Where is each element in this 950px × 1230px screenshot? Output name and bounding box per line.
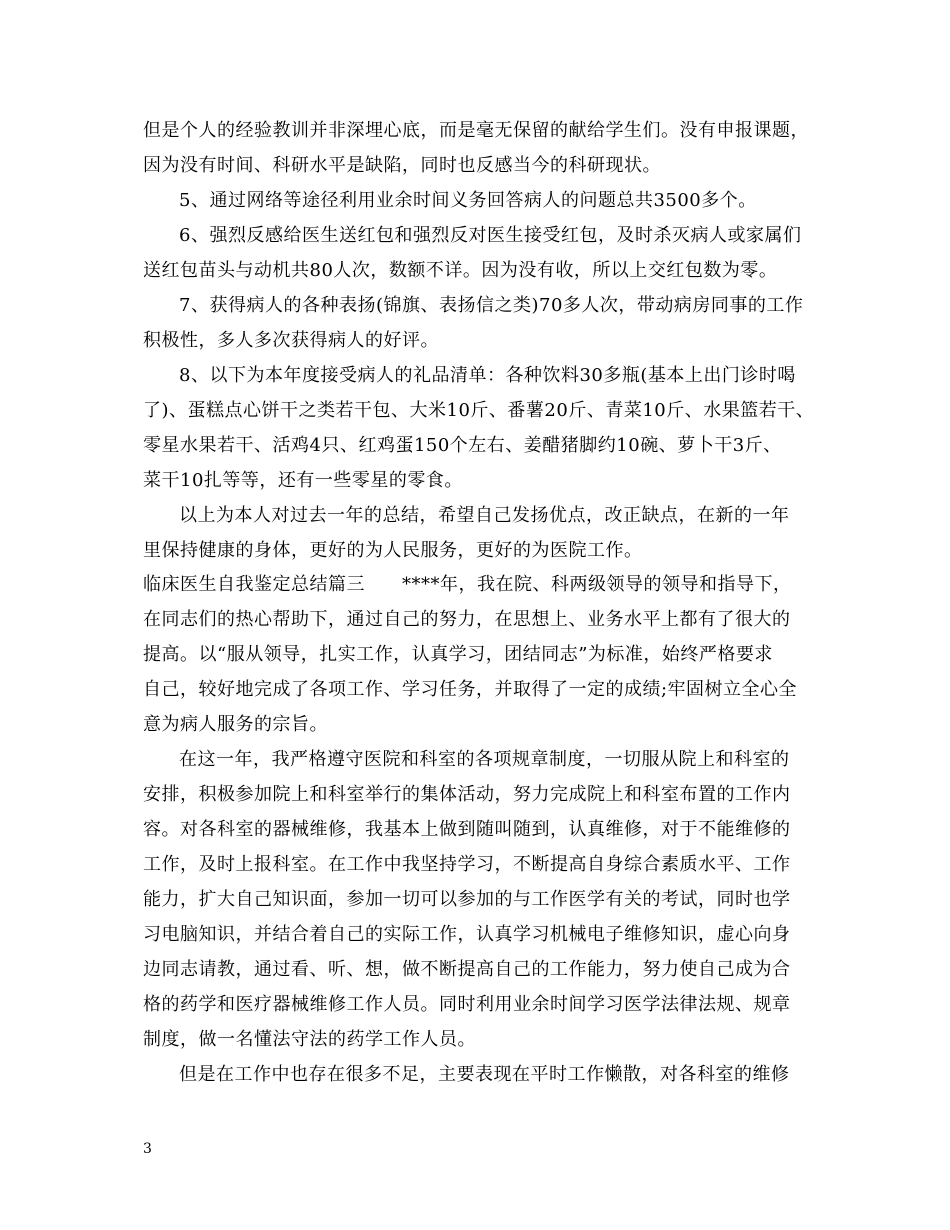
text-line: 8、以下为本年度接受病人的礼品清单：各种饮料30多瓶(基本上出门诊时喝 [179,365,796,386]
text-line: 在同志们的热心帮助下，通过自己的努力，在思想上、业务水平上都有了很大的 [143,609,791,630]
text-line: 自己，较好地完成了各项工作、学习任务，并取得了一定的成绩;牢固树立全心全 [143,679,798,700]
text-line: 安排，积极参加院上和科室举行的集体活动，努力完成院上和科室布置的工作内 [143,784,791,805]
text-line: 在这一年，我严格遵守医院和科室的各项规章制度，一切服从院上和科室的 [179,749,790,770]
text-line: 了)、蛋糕点心饼干之类若干包、大米10斤、番薯20斤、青菜10斤、水果篮若干、 [143,400,815,421]
text-line: 零星水果若干、活鸡4只、红鸡蛋150个左右、姜醋猪脚约10碗、萝卜干3斤、 [143,435,782,456]
page-number: 3 [143,1141,152,1157]
text-line: 菜干10扎等等，还有一些零星的零食。 [143,470,463,491]
text-line: 6、强烈反感给医生送红包和强烈反对医生接受红包，及时杀灭病人或家属们 [179,225,802,246]
text-line: 以上为本人对过去一年的总结，希望自己发扬优点，改正缺点，在新的一年 [179,505,790,526]
text-line: 5、通过网络等途径利用业余时间义务回答病人的问题总共3500多个。 [179,190,757,211]
text-line: 送红包苗头与动机共80人次，数额不详。因为没有收，所以上交红包数为零。 [143,260,778,281]
text-line: 里保持健康的身体，更好的为人民服务，更好的为医院工作。 [143,540,643,561]
text-line: 制度，做一名懂法守法的药学工作人员。 [143,1029,476,1050]
text-line: 7、获得病人的各种表扬(锦旗、表扬信之类)70多人次，带动病房同事的工作 [179,295,804,316]
text-line: 因为没有时间、科研水平是缺陷，同时也反感当今的科研现状。 [143,155,661,176]
text-line: 工作，及时上报科室。在工作中我坚持学习，不断提高自身综合素质水平、工作 [143,854,791,875]
text-line: 边同志请教，通过看、听、想，做不断提高自己的工作能力，努力使自己成为合 [143,959,791,980]
text-line: 格的药学和医疗器械维修工作人员。同时利用业余时间学习医学法律法规、规章 [143,994,791,1015]
text-line: 积极性，多人多次获得病人的好评。 [143,330,439,351]
text-line: 习电脑知识，并结合着自己的实际工作，认真学习机械电子维修知识，虚心向身 [143,924,791,945]
section-heading-line: 临床医生自我鉴定总结篇三 ****年，我在院、科两级领导的领导和指导下， [143,574,792,595]
text-line: 提高。以“服从领导，扎实工作，认真学习，团结同志”为标准，始终严格要求 [143,644,773,665]
text-line: 但是个人的经验教训并非深埋心底，而是毫无保留的献给学生们。没有申报课题， [143,120,809,141]
text-line: 但是在工作中也存在很多不足，主要表现在平时工作懒散，对各科室的维修 [179,1064,790,1085]
text-line: 能力，扩大自己知识面，参加一切可以参加的与工作医学有关的考试，同时也学 [143,889,791,910]
text-line: 容。对各科室的器械维修，我基本上做到随叫随到，认真维修，对于不能维修的 [143,819,791,840]
text-line: 意为病人服务的宗旨。 [143,714,328,735]
